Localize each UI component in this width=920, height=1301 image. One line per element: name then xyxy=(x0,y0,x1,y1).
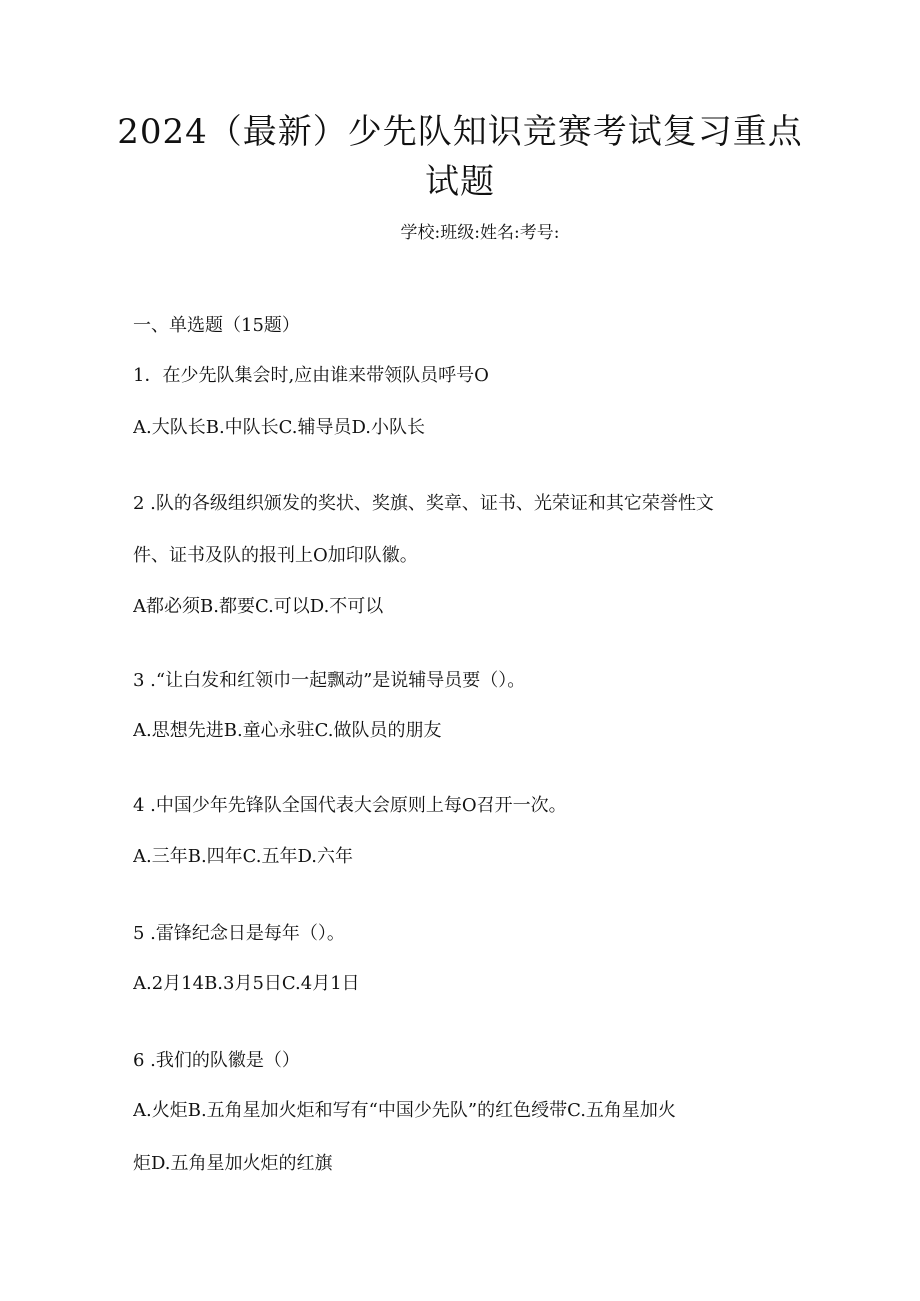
question-4-options: A.三年B.四年C.五年D.六年 xyxy=(133,846,354,867)
student-info-line: 学校:班级:姓名:考号: xyxy=(400,223,560,243)
question-6-stem: 6 .我们的队徽是（） xyxy=(133,1050,300,1071)
question-1-options: A.大队长B.中队长C.辅导员D.小队长 xyxy=(133,417,426,438)
document-title-line-2: 试题 xyxy=(425,162,495,202)
question-4-stem: 4 .中国少年先锋队全国代表大会原则上每O召开一次。 xyxy=(133,795,567,816)
section-heading: 一、单选题（15题） xyxy=(133,315,300,336)
document-title-line-1: 2024（最新）少先队知识竞赛考试复习重点 xyxy=(117,112,803,152)
question-3-stem: 3 .“让白发和红领巾一起飘动”是说辅导员要（）。 xyxy=(133,670,526,691)
question-6-options-line-1: A.火炬B.五角星加火炬和写有“中国少先队”的红色绶带C.五角星加火 xyxy=(133,1100,676,1121)
question-5-stem: 5 .雷锋纪念日是每年（）。 xyxy=(133,923,345,944)
question-1-stem: 1．在少先队集会时,应由谁来带领队员呼号O xyxy=(133,365,489,386)
question-5-options: A.2月14B.3月5日C.4月1日 xyxy=(133,973,360,994)
question-2-options: A都必须B.都要C.可以D.不可以 xyxy=(133,596,384,617)
question-2-stem-line-1: 2 .队的各级组织颁发的奖状、奖旗、奖章、证书、光荣证和其它荣誉性文 xyxy=(133,493,714,514)
question-3-options: A.思想先进B.童心永驻C.做队员的朋友 xyxy=(133,720,442,741)
question-6-options-line-2: 炬D.五角星加火炬的红旗 xyxy=(133,1153,333,1174)
question-2-stem-line-2: 件、证书及队的报刊上O加印队徽。 xyxy=(133,545,418,566)
